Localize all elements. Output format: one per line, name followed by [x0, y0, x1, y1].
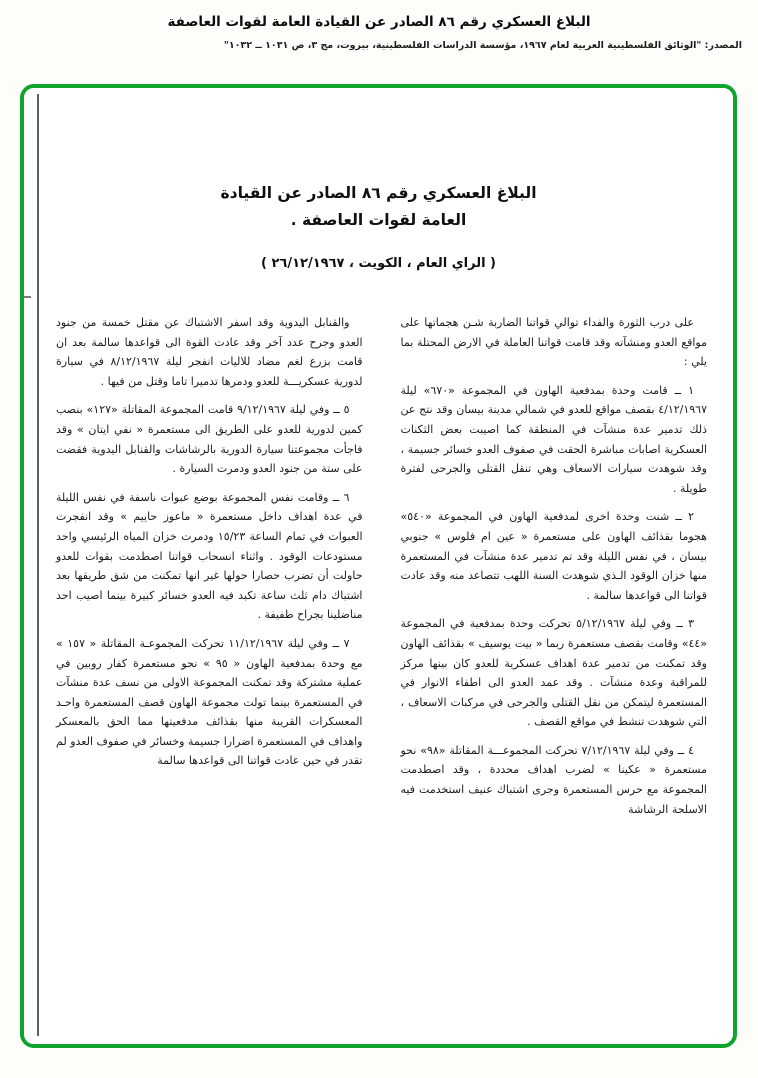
document-title-line2: العامة لقوات العاصفة .	[290, 211, 467, 229]
scan-dash-artifact	[24, 296, 31, 298]
source-citation: المصدر: "الوثائق الفلسطينية العربية لعام ١٩٦٧، مؤسسة الدراسات الفلسطينية، بيروت، مج ٣، ص ١٠٣١ ــ ١٠٣٢"	[223, 40, 742, 51]
paragraph: ٢ ــ شنت وحدة اخرى لمدفعية الهاون في المجموعة «٥٤٠» هجوما بقذائف الهاون على مستعمرة « عين ام فلوس » جنوبي بيسان ، في نفس الليلة وقد تم تدمير عدة منشآت في المستعمرة منها خزان الوقود الـذي شوهدت السنة اللهب تتصاعد منه وقد عادت قواتنا الى قواعدها سالمة .	[400, 510, 707, 602]
document-scan-frame	[20, 84, 737, 1048]
page-header	[0, 0, 758, 51]
scan-edge-artifact	[37, 94, 39, 1036]
paragraph: على درب الثورة والفداء توالي قواتنا الضاربة شـن هجماتها على مواقع العدو ومنشآته وقد قامت قواتنا العاملة في الارض المحتلة بما يلي :	[400, 316, 707, 369]
paragraph: ٧ ــ وفي ليلة ١١/١٢/١٩٦٧ تحركت المجموعـة المقاتلة « ١٥٧ » مع وحدة بمدفعية الهاون « ٩٥ » نحو مستعمرة كفار روبين في عملية مشتركة وقد تمكنت المجموعة الاولى من نسف عدة منشآت في المستعمرة بينما تولت مجموعة الهاون قصف المستعمرة واحـد المعسكرات القريبة منها بقذائف مدفعيتها مما الحق بالمعسكر واهداف في المستعمرة اضرارا جسيمة وخسائر في صفوف العدو لم تقدر في حين عادت قواتنا الى قواعدها سالمة	[56, 636, 363, 768]
paragraph: ٥ ــ وفي ليلة ٩/١٢/١٩٦٧ قامت المجموعة المقاتلة «١٢٧» بنصب كمين لدورية للعدو على الطريق الى مستعمرة « نفي ايتان » وقد فاجأت مجموعتنا سيارة الدورية بالرشاشات والقنابل اليدوية فقضت على ستة من جنود العدو ودمرت السيارة .	[56, 403, 363, 476]
document-subtitle: ( الراي العام ، الكويت ، ٢٦/١٢/١٩٦٧ )	[261, 256, 496, 271]
document-title-line1: البلاغ العسكري رقم ٨٦ الصادر عن القيادة	[220, 184, 537, 202]
left-column	[56, 313, 363, 828]
paragraph: ٣ ــ وفي ليلة ٥/١٢/١٩٦٧ تحركت وحدة بمدفعية في المجموعة «٤٤» وقامت بقصف مستعمرة ربما « بيت يوسيف » بقذائف الهاون وقد تمكنت من تدمير عدة اهداف عسكرية للعدو كان بينها مركز للمراقبة وعدة منشآت . وقد عمد العدو الى اطفاء الانوار في المستعمرة ليتمكن من نقل القتلى والجرحى في مركبات الاسعاف ، التي شوهدت تنشط في مواقع القصف .	[400, 617, 707, 729]
document-title	[64, 180, 693, 234]
paragraph: ٤ ــ وفي ليلة ٧/١٢/١٩٦٧ تحركت المجموعـــة المقاتلة «٩٨» نحو مستعمرة « عكينا » لضرب اهداف محددة ، وقد اصطدمت المجموعة مع حرس المستعمرة وجرى اشتباك عنيف استخدمت فيه الاسلحة الرشاشة	[400, 743, 707, 816]
paragraph: ١ ــ قامت وحدة بمدفعية الهاون في المجموعة «٦٧٠» ليلة ٤/١٢/١٩٦٧ بقصف مواقع للعدو في شمالي مدينة بيسان وقد نتج عن ذلك تدمير عدة منشآت في المنطقة كما اصيبت بعض الثكنات العسكرية اصابات مباشرة الحقت في صفوف العدو خسائر جسيمة ، وقد شوهدت سيارات الاسعاف وهي تنقل القتلى والجرحى لفترة طويلة .	[400, 383, 707, 495]
paragraph: والقنابل اليدوية وقد اسفر الاشتباك عن مقتل خمسة من جنود العدو وجرح عدد آخر وقد عادت القوة الى قواعدها سالمة بعد ان قامت بزرع لغم مضاد للاليات انفجر ليلة ٨/١٢/١٩٦٧ في سيارة لدورية عسكريـــة للعدو ودمرها تدميرا تاما وقتل من فيها .	[56, 316, 363, 388]
right-column	[401, 313, 708, 828]
paragraph: ٦ ــ وقامت نفس المجموعة بوضع عبوات ناسفة في نفس الليلة في عدة اهداف داخل مستعمرة « ماعوز حاييم » وقد انفجرت العبوات في تمام الساعة ١٥/٢٣ ودمرت خزان المياه الرئيسي واحد مستودعات الوقود . واثناء انسحاب قواتنا اصطدمت بقوات للعدو حاولت أن تضرب حصارا حولها غير انها تمكنت من شق طريقها بعد اشتباك دام ثلث ساعة تكبد فيه العدو خسائر كبيرة بينما اصيب احد مناضلينا بجراح طفيفة .	[56, 490, 363, 622]
page-title: البلاغ العسكري رقم ٨٦ الصادر عن القيادة العامة لقوات العاصفة	[167, 14, 591, 30]
two-column-body	[24, 313, 733, 828]
scanned-document-page	[24, 88, 733, 1044]
